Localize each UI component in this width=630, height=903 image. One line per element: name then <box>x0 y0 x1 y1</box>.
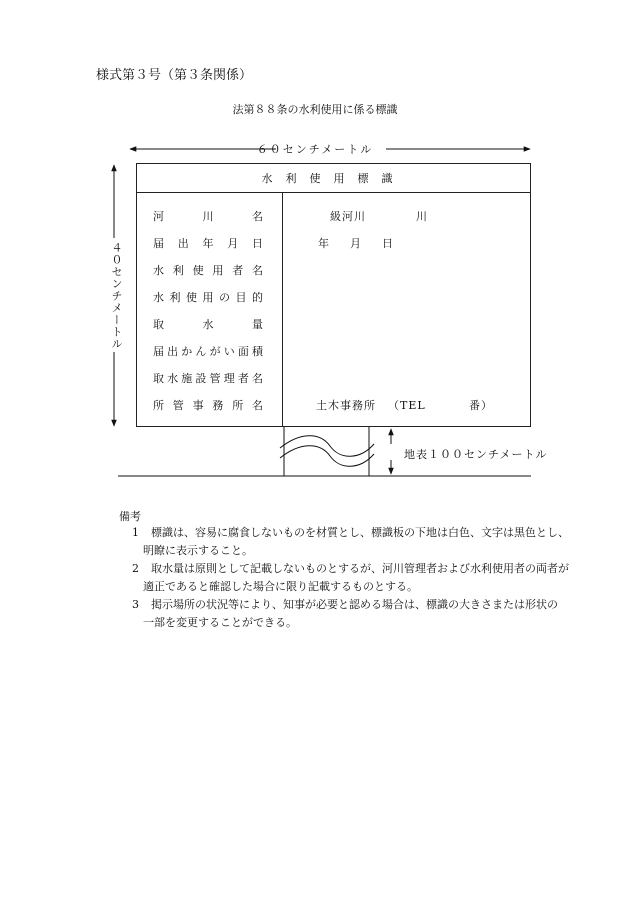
break-wave-top <box>280 436 374 457</box>
value-river-suffix: 川 <box>416 210 428 223</box>
form-number: 様式第３号（第３条関係） <box>96 68 253 83</box>
width-label: ６０センチメートル <box>256 143 374 156</box>
note-text: 掲示場所の状況等により、知事が必要と認める場合は、標識の大きさまたは形状の <box>151 598 558 611</box>
note-number: 1 <box>132 526 139 539</box>
note-3 <box>132 596 558 614</box>
notes-title: 備考 <box>119 510 141 523</box>
height-label: ４０センチメートル <box>106 240 122 352</box>
document-title: 法第８８条の水利使用に係る標識 <box>232 103 398 116</box>
note-number: 2 <box>132 562 139 575</box>
value-office-name: 土木事務所 <box>316 399 376 412</box>
row-label-date: 届 出 年 月 日 <box>153 237 263 250</box>
value-office-number: 番） <box>469 399 493 412</box>
row-label-user: 水 利 使 用 者 名 <box>153 264 263 277</box>
value-date-year: 年 <box>318 237 330 250</box>
value-river-class: 級河川 <box>330 210 366 223</box>
row-label-purpose: 水 利 使 用 の 目 的 <box>153 291 263 304</box>
note-text: 取水量は原則として記載しないものとするが、河川管理者および水利使用者の両者が <box>151 562 569 575</box>
row-label-irrigation: 届 出 か ん が い 面 積 <box>153 345 263 358</box>
value-date-day: 日 <box>382 237 394 250</box>
row-label-intake: 取 水 量 <box>153 318 263 331</box>
note-2-continued: 適正であると確認した場合に限り記載するものとする。 <box>143 580 418 593</box>
break-wave-bottom <box>280 446 374 467</box>
note-1 <box>132 524 569 542</box>
row-label-office: 所 管 事 務 所 名 <box>153 399 263 412</box>
note-number: 3 <box>132 598 139 611</box>
note-1-continued: 明瞭に表示すること。 <box>143 544 253 557</box>
sign-divider <box>282 193 283 427</box>
sign-header: 水利使用標識 <box>137 164 530 193</box>
note-3-continued: 一部を変更することができる。 <box>143 616 297 629</box>
value-office-tel: （TEL <box>388 399 426 412</box>
sign-board <box>136 163 531 427</box>
row-label-manager: 取 水 施 設 管 理 者 名 <box>153 372 263 385</box>
value-date-month: 月 <box>350 237 362 250</box>
note-2 <box>132 560 569 578</box>
row-label-river: 河 川 名 <box>153 210 263 223</box>
note-text: 標識は、容易に腐食しないものを材質とし、標識板の下地は白色、文字は黒色とし、 <box>151 526 569 539</box>
ground-height-label: 地表１００センチメートル <box>404 448 548 461</box>
